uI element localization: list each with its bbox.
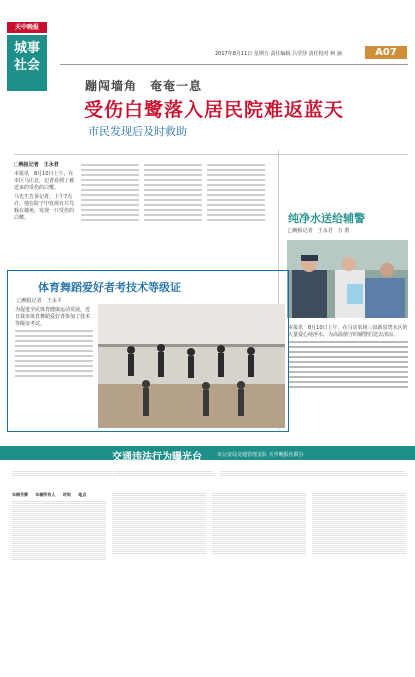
- photo-water-donation: [287, 240, 408, 318]
- story-paragraph-1: 本报讯 8月10日上午，在市区马庄北，记者看到了被送来的受伤的白鹭。: [14, 171, 75, 191]
- side-story-title: 纯净水送给辅警: [288, 212, 365, 225]
- traffic-table-1: [12, 500, 106, 670]
- header-time: 时间: [62, 492, 71, 497]
- section-line-1: 城事: [13, 41, 40, 56]
- header-plate: 车辆号牌: [12, 492, 28, 497]
- headline-rule: [14, 154, 408, 155]
- main-story-column-3: [144, 164, 202, 224]
- traffic-banner: [0, 446, 415, 460]
- traffic-subtitle: 市公安局交通管理支队 天中晚报社联办: [217, 452, 304, 458]
- masthead-logo: 天中晚报: [7, 22, 47, 33]
- story-byline: □晚报记者 王永君: [14, 162, 59, 168]
- traffic-intro-3: [220, 470, 405, 477]
- traffic-intro-1: [12, 470, 112, 477]
- sports-story-body: [15, 307, 93, 380]
- traffic-table-3: [212, 492, 306, 670]
- section-line-2: 社会: [13, 58, 40, 73]
- traffic-table-2: [112, 492, 206, 670]
- issue-weekday: 星期五: [253, 51, 269, 57]
- issue-editor: 责任编辑 吕莹莎: [270, 51, 308, 57]
- issue-date: 2017年8月11日: [215, 51, 253, 57]
- traffic-table-4: [312, 492, 406, 670]
- traffic-intro-2: [113, 470, 213, 477]
- page-header-info: [215, 50, 363, 57]
- side-story-text: 本报讯 8月10日上午，在马店农场三叔新泉湾水区的大量爱心纯净水，为高温值守的辅警们送去清凉。: [288, 325, 408, 338]
- table-1-headers: [12, 492, 86, 498]
- story-kicker: 蹦闯墙角 奄奄一息: [85, 79, 203, 93]
- section-label: [7, 35, 47, 91]
- photo-graphic: [287, 240, 408, 318]
- main-story-column-1: [14, 162, 76, 224]
- header-owner: 车辆所有人: [35, 492, 56, 497]
- main-story-column-2: [81, 164, 139, 224]
- header-rule: [60, 64, 408, 65]
- page-number: A07: [365, 46, 407, 59]
- issue-proofreader: 责任校对 柯 涵: [308, 51, 342, 57]
- sports-story-byline: □晚报记者 王永平: [17, 298, 62, 304]
- dance-photo-graphic: [98, 304, 285, 428]
- traffic-title: 交通违法行为曝光台: [112, 452, 202, 463]
- sports-story-text: 为促进全民体育健康运动发展，近日我市体育舞蹈爱好者参加了技术等级证考试。: [15, 307, 91, 327]
- photo-dance-exam: [98, 304, 285, 428]
- story-headline: 受伤白鹭落入居民院难返蓝天: [84, 99, 345, 121]
- main-story-column-4: [207, 164, 265, 224]
- header-location: 地点: [78, 492, 87, 497]
- story-subhead: 市民发现后及时救助: [88, 125, 187, 138]
- story-paragraph-2: 马先生告诉记者，上午7点许，他在院子中发现有只鸟躲在墙角，发现一只受伤的白鹭。: [14, 194, 75, 221]
- side-story-byline: □晚报记者 王永君 万 蕾: [288, 228, 350, 234]
- sports-story-title: 体育舞蹈爱好者考技术等级证: [38, 281, 181, 294]
- side-story-body: [288, 325, 408, 391]
